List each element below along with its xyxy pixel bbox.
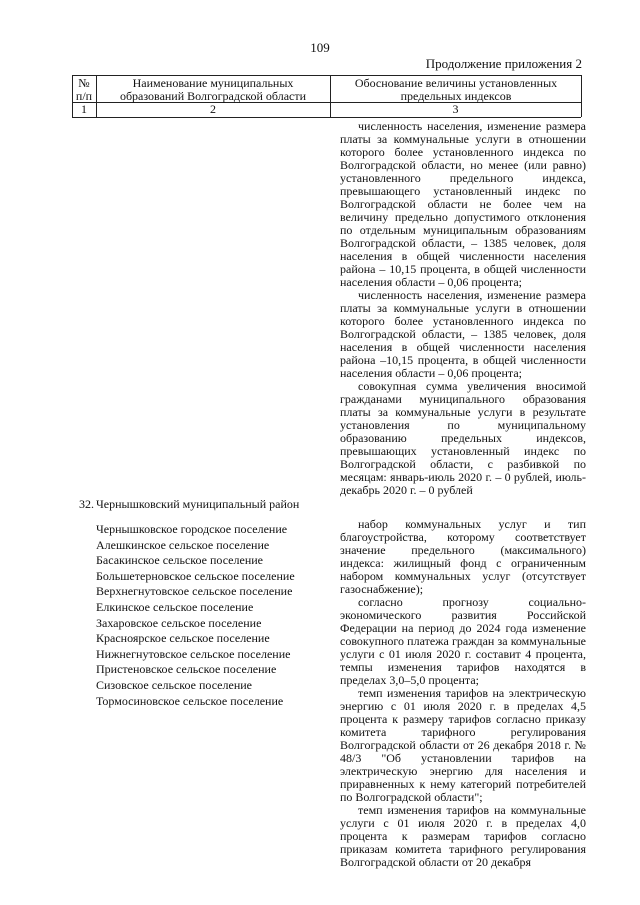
row-justification bbox=[340, 518, 586, 869]
header-num-1: 1 bbox=[81, 102, 87, 116]
paragraph: набор коммунальных услуг и тип благоустройства, которому соответствует значение предельного (максимального) индекса: жилищный фонд с ограниченным набором коммунальных услуг (отсутствует газоснабжение); bbox=[340, 517, 586, 596]
table-right-border bbox=[581, 75, 582, 117]
settlement-item: Сизовское сельское поселение bbox=[96, 677, 252, 692]
paragraph: численность населения, изменение размера платы за коммунальные услуги в отношении которого более установленного индекса по Волгоградской области, но менее (или равно) установленного предельного индекса, превышающего установленный индекс по Волгоградской области не более чем на величину предельно допустимого отклонения по отдельным муниципальным образованиям Волгоградской области, – 1385 человек, доля населения в общей численности населения района – 10,15 процента, в общей численности населения области – 0,06 процента; bbox=[340, 119, 586, 289]
settlement-item: Елкинское сельское поселение bbox=[96, 599, 254, 614]
header-justification: Обоснование величины установленных предельных индексов bbox=[354, 76, 558, 103]
settlement-list bbox=[96, 522, 326, 709]
continuation-label: Продолжение приложения 2 bbox=[425, 56, 582, 71]
header-num-3: 3 bbox=[452, 102, 459, 116]
settlement-item: Захаровское сельское поселение bbox=[96, 615, 262, 630]
header-number: № п/п bbox=[75, 76, 93, 103]
district-name: Чернышковский муниципальный район bbox=[96, 497, 300, 511]
settlement-item: Чернышковское городское поселение bbox=[96, 522, 288, 536]
table-numbering-divider bbox=[72, 117, 581, 118]
header-num-2: 2 bbox=[210, 102, 216, 116]
paragraph: численность населения, изменение размера платы за коммунальные услуги в отношении которого более установленного индекса по Волгоградской области, – 1385 человек, доля населения в общей численности населения района –10,15 процента, в общей численности населения области – 0,06 процента; bbox=[340, 288, 586, 380]
settlement-item: Тормосиновское сельское поселение bbox=[96, 693, 284, 708]
paragraph: совокупная сумма увеличения вносимой гражданами муниципального образования платы за коммунальные услуги в результате установления по муниципальному образованию предельных индексов, превышающих установленный индекс по Волгоградской области, с разбивкой по месяцам: январь-июль 2020 г. – 0 рублей, июль-декабрь 2020 г. – 0 рублей bbox=[340, 379, 586, 497]
paragraph: темп изменения тарифов на коммунальные услуги с 01 июля 2020 г. в пределах 4,0 процента к размерам тарифов согласно приказам комитета тарифного регулирования Волгоградской области от 20 декабря bbox=[340, 803, 586, 869]
paragraph: согласно прогнозу социально-экономического развития Российской Федерации на период до 2024 года изменение совокупного платежа граждан за коммунальные услуги с 01 июля 2020 г. составит 4 процента, темпы изменения тарифов находятся в пределах 3,0–5,0 процента; bbox=[340, 595, 586, 687]
settlement-item: Большетерновское сельское поселение bbox=[96, 568, 295, 583]
settlement-item: Басакинское сельское поселение bbox=[96, 553, 263, 568]
settlement-item: Верхнегнутовское сельское поселение bbox=[96, 584, 293, 599]
settlement-item: Пристеновское сельское поселение bbox=[96, 662, 277, 677]
settlement-item: Алешкинское сельское поселение bbox=[96, 537, 270, 552]
continued-justification bbox=[340, 120, 586, 497]
page-number: 109 bbox=[310, 40, 330, 55]
header-municipality: Наименование муниципальных образований Волгоградской области bbox=[119, 76, 307, 103]
settlement-item: Красноярское сельское поселение bbox=[96, 631, 270, 646]
settlement-item: Нижнегнутовское сельское поселение bbox=[96, 646, 291, 661]
row-number: 32. bbox=[79, 497, 94, 511]
paragraph: темп изменения тарифов на электрическую энергию с 01 июля 2020 г. в пределах 4,5 процента к размеру тарифов согласно приказу комитета тарифного регулирования Волгоградской области от 26 декабря 2018 г. № 48/3 "Об установлении тарифов на электрическую энергию для населения и приравненных к нему категорий потребителей по Волгоградской области"; bbox=[340, 686, 586, 804]
